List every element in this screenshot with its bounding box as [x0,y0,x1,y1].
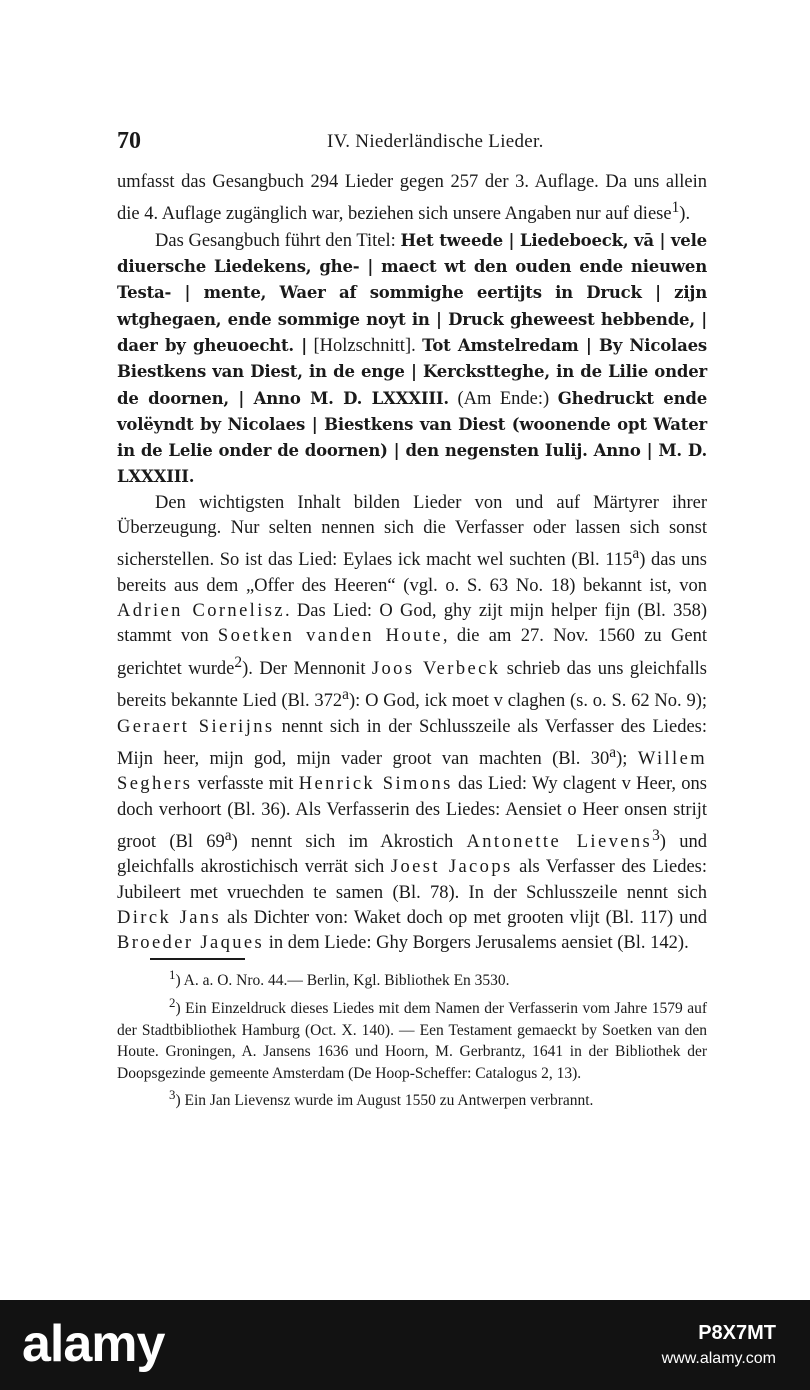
text-run: schrieb das uns gleichfalls bereits bekannte Lied (Bl. 372 [117,658,707,712]
superscript: a [609,743,617,761]
text-run: ) und gleichfalls akrostichisch verrät sich [117,832,707,878]
footnote-2 [117,992,707,1085]
text-run: ) das uns bereits aus dem „Offer des Heeren“ (vgl. o. S. 63 No. 18) bekannt ist, von [117,550,707,596]
colophon-note: (Am Ende:) [448,388,558,409]
image-id: P8X7MT [698,1322,776,1344]
superscript: a [632,545,640,563]
title-transcription-2: Tot Amstelredam | By Nicolaes Biestkens van Diest, in de enge | Kerckstteghe, in de Lilie onder de doornen, | Anno M. D. LXXXIII. [117,335,707,408]
text-run: . Das Lied: O God, ghy zijt mijn helper fijn (Bl. 358) stammt von [117,601,707,647]
footnote-mark: 3 [169,1087,176,1103]
author-name: Broeder Jaques [117,933,265,954]
footnote-1 [117,964,707,992]
paragraph-1-text: umfasst das Gesangbuch 294 Lieder gegen 257 der 3. Auflage. Da uns allein die 4. Auflage zugänglich war, beziehen sich unsere Angaben nur auf diese [117,172,707,225]
running-head: IV. Niederländische Lieder. [327,131,544,152]
author-name: Dirck Jans [117,907,222,928]
alamy-logo: alamy [22,1315,165,1373]
author-name: Joest Jacops [390,857,513,878]
text-run: in dem Liede: Ghy Borgers Jerusalems aensiet (Bl. 142). [264,933,689,954]
paragraph-3 [117,491,707,957]
body-text [117,170,707,957]
author-name: Geraert Sierijns [117,716,275,737]
paragraph-2 [117,228,707,491]
superscript: a [224,826,232,844]
author-name: Henrick Simons [298,774,453,795]
text-run: ). Der Mennonit [242,658,372,679]
footnote-text: ) A. a. O. Nro. 44.— Berlin, Kgl. Bibliothek En 3530. [175,972,510,990]
footnote-text: ) Ein Jan Lievensz wurde im August 1550 zu Antwerpen verbrannt. [175,1092,594,1110]
superscript: a [342,686,349,704]
footnotes [117,964,707,1112]
text-run: ): O God, ick moet v claghen (s. o. S. 62 No. 9); [349,691,707,712]
watermark-url: www.alamy.com [661,1350,776,1367]
author-name: Willem Seghers [117,749,707,795]
footnote-divider [150,958,245,960]
author-name: Antonette Lievens [466,832,653,853]
footnote-ref-2: 2 [234,653,243,671]
footnote-ref-3: 3 [652,826,660,844]
title-transcription-3: Ghedruckt ende volëyndt by Nicolaes | Biestkens van Diest (woonende opt Water in de Lelie onder de doornen) | den negensten Iulij. Anno | M. D. LXXXIII. [117,388,707,487]
page-header [117,128,707,158]
author-name: Adrien Cornelisz [117,601,285,622]
text-run: das Lied: Wy clagent v Heer, ons doch verhoort (Bl. 36). Als Verfasserin des Liedes: Aensiet o Heer onsen strijt groot (Bl 69 [117,774,707,853]
text-run: als Verfasser des Liedes: Jubileert met vruechden te samen (Bl. 78). In der Schlusszeile nennt sich [117,857,708,903]
page-number: 70 [117,128,141,154]
text-run: Den wichtigsten Inhalt bilden Lieder von und auf Märtyrer ihrer Überzeugung. Nur selten nennen sich die Verfasser oder lassen sich sonst sicherstellen. So ist das Lied: Eylaes ick macht wel suchten (Bl. 115 [117,492,707,571]
title-transcription-1: Het tweede | Liedeboeck, vā | vele diuersche Liedekens, ghe- | maect wt den ouden ende nieuwen Testa- | mente, Waer af sommighe eertijts in Druck | zijn wtghegaen, ende sommige noyt in | Druck ghewe​est hebbende, | daer by gheuoecht. | [117,230,707,355]
footnote-mark: 1 [169,967,176,982]
stock-watermark-banner [0,1300,810,1390]
author-name: Soetken vanden Houte [217,626,443,647]
text-run: , die am 27. Nov. 1560 zu Gent gerichtet wurde [117,626,707,679]
text-run: als Dichter von: Waket doch op met grooten vlijt (Bl. 117) und [221,907,708,928]
woodcut-note: [Holzschnitt]. [307,335,423,356]
paragraph-1 [117,170,707,228]
author-name: Joos Verbeck [371,658,501,679]
text-run: ) nennt sich im Akrostich [231,832,467,853]
text-run: ); [616,749,638,770]
footnote-ref-1: 1 [671,199,680,217]
footnote-mark: 2 [169,994,176,1010]
paragraph-2-intro: Das Gesangbuch führt den Titel: [155,230,401,251]
paragraph-1-end: ). [679,204,691,225]
text-run: nennt sich in der Schlusszeile als Verfasser des Liedes: Mijn heer, mijn god, mijn vader groot van machten (Bl. 30 [117,716,707,770]
footnote-3 [117,1084,707,1112]
footnote-text: ) Ein Einzeldruck dieses Liedes mit dem Namen der Verfasserin vom Jahre 1579 auf der Stadtbibliothek Hamburg (Oct. X. 140). — Een Testament gemaeckt by Soetken van den Houte. Groningen, A. Jansens 1636 und Hoorn, M. Gerbrantz, 1641 in der Bibliothek der Doopsgezinde gemeente Amsterdam (De Hoop-Scheffer: Catalogus 2, 13). [117,999,707,1082]
text-run: verfasste mit [192,774,299,795]
